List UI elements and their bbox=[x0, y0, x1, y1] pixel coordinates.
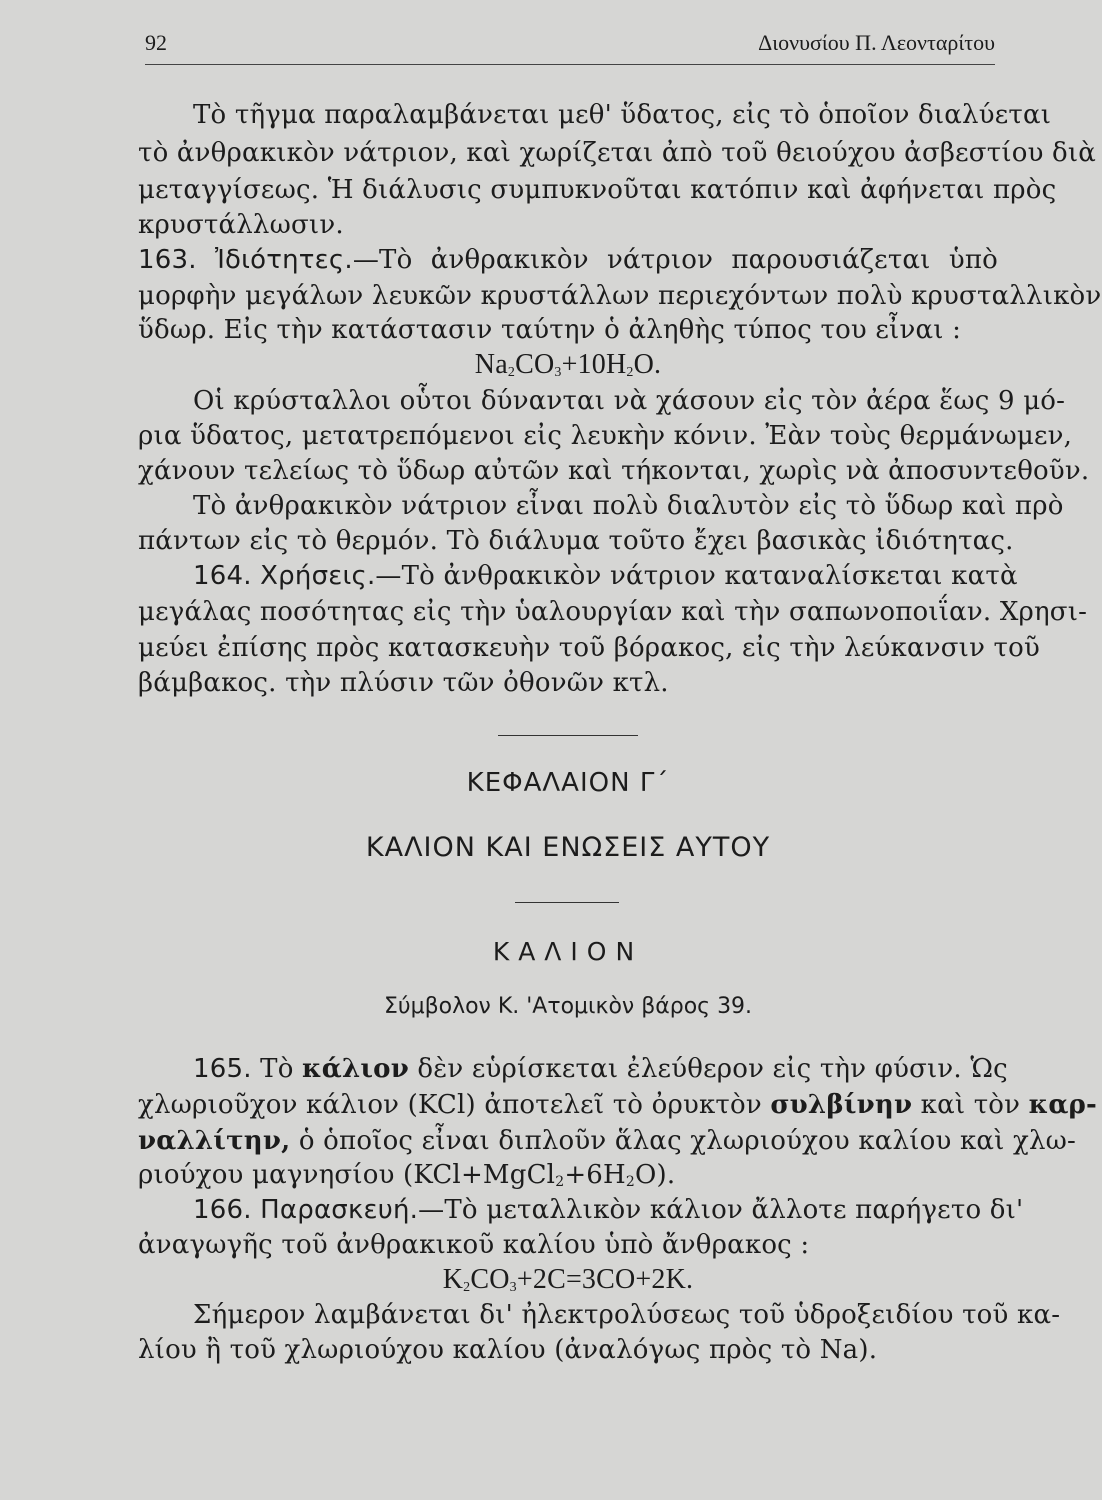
section-166-line-1 bbox=[138, 1193, 1024, 1227]
formula-part: CO bbox=[470, 1264, 510, 1295]
bold-term: ναλλίτην, bbox=[138, 1126, 291, 1156]
running-head: Διονυσίου Π. Λεονταρίτου bbox=[758, 30, 995, 55]
formula-sub: 2 bbox=[463, 1280, 471, 1295]
section-163-line-1 bbox=[138, 243, 998, 277]
section-163-line-9: πάντων εἰς τὸ θερμόν. Τὸ διάλυμα τοῦτο ἔχει βασικὰς ἰδιότητας. bbox=[138, 526, 1014, 556]
section-163-line-1-rest: —Τὸ ἀνθρακικὸν νάτριον παρουσιάζεται ὑπὸ bbox=[352, 245, 998, 275]
chapter-title: ΚΑΛΙΟΝ ΚΑΙ ΕΝΩΣΕΙΣ ΑΥΤΟΥ bbox=[365, 832, 771, 863]
formula-sub: 2 bbox=[507, 365, 516, 380]
formula-part: O. bbox=[633, 349, 662, 380]
section-164-line-4: βάμβακος. τὴν πλύσιν τῶν ὀθονῶν κτλ. bbox=[138, 668, 669, 698]
section-165-number: 165. bbox=[193, 1054, 252, 1084]
formula-sub: 2 bbox=[625, 1174, 636, 1190]
formula-sub: 3 bbox=[554, 365, 562, 380]
text-run: Τὸ bbox=[260, 1054, 294, 1084]
formula-part: +2C=3CO+2K. bbox=[516, 1264, 694, 1295]
text-run: O). bbox=[635, 1160, 676, 1190]
section-166-line-5: λίου ἢ τοῦ χλωριούχου καλίου (ἀναλόγως πρὸς τὸ Na). bbox=[138, 1335, 878, 1365]
bold-term: καρ- bbox=[1028, 1090, 1098, 1120]
section-165-line-1 bbox=[138, 1052, 1008, 1086]
section-164-line-3: μεύει ἐπίσης πρὸς κατασκευὴν τοῦ βόρακος, εἰς τὴν λεύκανσιν τοῦ bbox=[138, 633, 1040, 663]
section-166-title: Παρασκευή. bbox=[260, 1195, 419, 1225]
bold-term: συλβίνην bbox=[770, 1090, 913, 1120]
section-163-line-3: ὕδωρ. Εἰς τὴν κατάστασιν ταύτην ὁ ἀληθὴς τύπος του εἶναι : bbox=[138, 315, 962, 345]
section-166-line-1-rest: —Τὸ μεταλλικὸν κάλιον ἄλλοτε παρήγετο δι' bbox=[418, 1195, 1024, 1225]
para1-line-1: Τὸ τῆγμα παραλαμβάνεται μεθ' ὕδατος, εἰς τὸ ὁποῖον διαλύεται bbox=[193, 100, 1052, 130]
formula-sub: 2 bbox=[626, 365, 634, 380]
section-166-line-4: Σήμερον λαμβάνεται δι' ἠλεκτρολύσεως τοῦ ὑδροξειδίου τοῦ κα- bbox=[193, 1300, 1061, 1330]
formula-sub: 3 bbox=[509, 1280, 517, 1295]
section-166-number: 166. bbox=[193, 1195, 252, 1225]
section-165-line-2 bbox=[138, 1088, 1098, 1122]
section-163-line-8: Τὸ ἀνθρακικὸν νάτριον εἶναι πολὺ διαλυτὸν εἰς τὸ ὕδωρ καὶ πρὸ bbox=[193, 491, 1064, 521]
section-165-line-3 bbox=[138, 1124, 1077, 1158]
text-run: +6H bbox=[564, 1160, 626, 1190]
section-163-line-7: χάνουν τελείως τὸ ὕδωρ αὐτῶν καὶ τήκονται, χωρὶς νὰ ἀποσυντεθοῦν. bbox=[138, 456, 1090, 486]
divider-rule bbox=[515, 902, 619, 903]
formula-sub: 2 bbox=[555, 1174, 565, 1190]
text-run: ὁ ὁποῖος εἶναι διπλοῦν ἅλας χλωριούχου καλίου καὶ χλω- bbox=[298, 1126, 1077, 1156]
section-163-number: 163. bbox=[138, 245, 197, 275]
section-164-number: 164. bbox=[193, 561, 252, 591]
formula-part: Na bbox=[474, 349, 508, 380]
formula-part: K bbox=[442, 1264, 464, 1295]
element-symbol-line: Σύμβολον Κ. 'Ατομικὸν βάρος 39. bbox=[383, 994, 753, 1019]
text-run: δὲν εὑρίσκεται ἐλεύθερον εἰς τὴν φύσιν. Ὡς bbox=[417, 1054, 1008, 1084]
section-164-line-1-rest: —Τὸ ἀνθρακικὸν νάτριον καταναλίσκεται κατὰ bbox=[375, 561, 1018, 591]
chapter-label: ΚΕΦΑΛΑΙΟΝ Γ΄ bbox=[466, 768, 670, 798]
bold-term: κάλιον bbox=[302, 1054, 409, 1084]
section-164-line-1 bbox=[138, 559, 1018, 593]
divider-rule bbox=[498, 735, 638, 736]
para1-line-4: κρυστάλλωσιν. bbox=[138, 210, 344, 240]
section-163-line-2: μορφὴν μεγάλων λευκῶν κρυστάλλων περιεχόντων πολὺ κρυσταλλικὸν bbox=[138, 281, 1102, 311]
section-164-line-2: μεγάλας ποσότητας εἰς τὴν ὑαλουργίαν καὶ τὴν σαπωνοποιΐαν. Χρησι- bbox=[138, 597, 1088, 627]
para1-line-3: μεταγγίσεως. Ἡ διάλυσις συμπυκνοῦται κατόπιν καὶ ἀφήνεται πρὸς bbox=[138, 175, 1057, 205]
section-163-line-5: Οἱ κρύσταλλοι οὗτοι δύνανται νὰ χάσουν εἰς τὸν ἀέρα ἕως 9 μό- bbox=[193, 386, 1066, 416]
para1-line-2: τὸ ἀνθρακικὸν νάτριον, καὶ χωρίζεται ἀπὸ τοῦ θειούχου ἀσβεστίου διὰ bbox=[138, 138, 1097, 168]
page-header bbox=[145, 30, 995, 65]
section-163-line-6: ρια ὕδατος, μετατρεπόμενοι εἰς λευκὴν κόνιν. Ἐὰν τοὺς θερμάνωμεν, bbox=[138, 421, 1073, 451]
formula-part: +10H bbox=[561, 349, 627, 380]
section-163-title: Ἰδιότητες. bbox=[214, 245, 353, 275]
formula-part: CO bbox=[515, 349, 555, 380]
text-run: ριούχου μαγνησίου (KCl+MgCl bbox=[138, 1160, 556, 1190]
text-run: χλωριοῦχον κάλιον (KCl) ἀποτελεῖ τὸ ὀρυκτὸν bbox=[138, 1090, 762, 1120]
section-164-title: Χρήσεις. bbox=[260, 561, 376, 591]
section-166-line-2: ἀναγωγῆς τοῦ ἀνθρακικοῦ καλίου ὑπὸ ἄνθρακος : bbox=[138, 1230, 810, 1260]
page-number: 92 bbox=[145, 30, 167, 55]
element-heading: ΚΑΛΙΟΝ bbox=[492, 937, 644, 966]
text-run: καὶ τὸν bbox=[920, 1090, 1021, 1120]
